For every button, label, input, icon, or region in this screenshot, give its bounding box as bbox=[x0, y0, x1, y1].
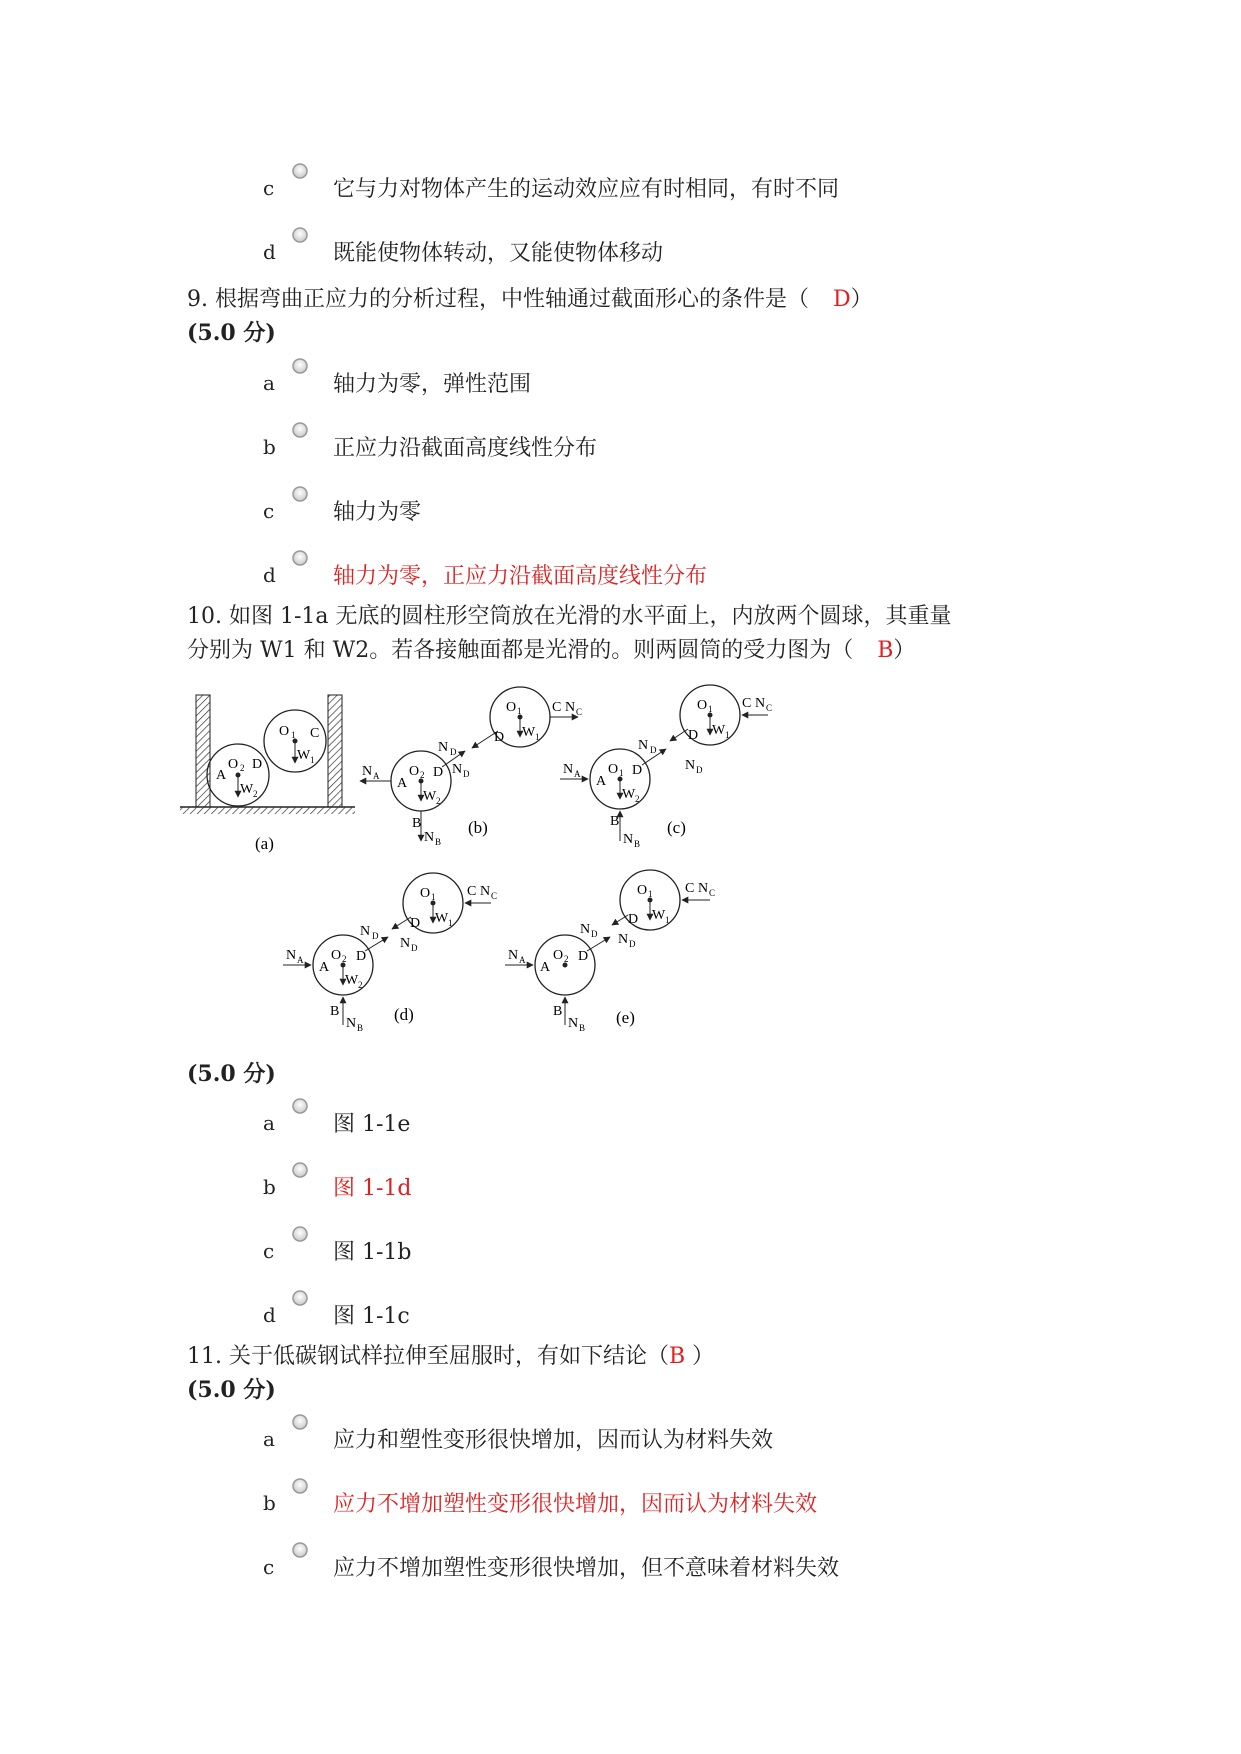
option-letter: d bbox=[263, 240, 276, 264]
label: O bbox=[637, 883, 648, 898]
figure-a bbox=[180, 695, 355, 853]
label: 2 bbox=[436, 796, 441, 806]
label: 1 bbox=[535, 732, 540, 742]
label: W bbox=[652, 908, 666, 923]
label: 2 bbox=[342, 954, 347, 964]
label: W bbox=[522, 725, 536, 740]
option-letter: b bbox=[263, 435, 276, 459]
label: B bbox=[579, 1023, 586, 1033]
q9-score: (5.0 分) bbox=[187, 320, 276, 346]
figure-caption-b: (b) bbox=[468, 818, 488, 837]
figure-d bbox=[283, 873, 497, 1033]
label: 2 bbox=[253, 789, 258, 799]
radio-icon[interactable] bbox=[291, 1097, 309, 1115]
q9-answer: D bbox=[833, 287, 851, 312]
label: O bbox=[420, 886, 431, 901]
label: N bbox=[452, 762, 463, 777]
label: 1 bbox=[708, 704, 713, 714]
label: W bbox=[423, 789, 437, 804]
label: D bbox=[591, 929, 598, 939]
figure-caption-e: (e) bbox=[616, 1008, 635, 1027]
label: O bbox=[608, 762, 619, 777]
q9-stem-text: 9. 根据弯曲正应力的分析过程，中性轴通过截面形心的条件是（ bbox=[187, 287, 809, 312]
label: 1 bbox=[648, 889, 653, 899]
label: D bbox=[688, 728, 699, 743]
option-text: 轴力为零，弹性范围 bbox=[333, 372, 532, 397]
label: C bbox=[709, 888, 716, 898]
label: N bbox=[755, 696, 766, 711]
figure-c bbox=[560, 685, 772, 849]
label: N bbox=[618, 932, 629, 947]
option-text: 图 1-1e bbox=[333, 1112, 411, 1137]
option-letter: d bbox=[263, 1303, 276, 1327]
label: D bbox=[411, 943, 418, 953]
option-text: 轴力为零 bbox=[333, 500, 422, 525]
radio-icon[interactable] bbox=[291, 485, 309, 503]
q9-stem bbox=[187, 282, 873, 313]
radio-icon[interactable] bbox=[291, 1541, 309, 1559]
q10-stem-end: ） bbox=[893, 638, 916, 663]
label: 1 bbox=[725, 730, 730, 740]
radio-icon[interactable] bbox=[291, 226, 309, 244]
radio-icon[interactable] bbox=[291, 421, 309, 439]
label: D bbox=[632, 763, 643, 778]
option-letter: a bbox=[263, 1111, 275, 1135]
label: C bbox=[310, 726, 320, 741]
label: W bbox=[240, 782, 254, 797]
figure-caption-c: (c) bbox=[667, 818, 686, 837]
radio-icon[interactable] bbox=[291, 1225, 309, 1243]
radio-icon[interactable] bbox=[291, 357, 309, 375]
label: B bbox=[553, 1004, 563, 1019]
option-letter: c bbox=[263, 1555, 275, 1579]
q10-answer: B bbox=[877, 638, 894, 663]
label: N bbox=[563, 762, 574, 777]
q11-stem bbox=[187, 1339, 714, 1370]
label: D bbox=[356, 949, 367, 964]
label: D bbox=[252, 757, 263, 772]
label: 1 bbox=[431, 892, 436, 902]
label: D bbox=[629, 939, 636, 949]
label: C bbox=[576, 707, 583, 717]
label: N bbox=[623, 832, 634, 847]
label: D bbox=[410, 916, 421, 931]
option-letter: b bbox=[263, 1175, 276, 1199]
radio-icon[interactable] bbox=[291, 162, 309, 180]
label: C bbox=[766, 703, 773, 713]
q10-stem-text: 分别为 W1 和 W2。若各接触面都是光滑的。则两圆筒的受力图为（ bbox=[187, 638, 854, 663]
force-diagram-figure bbox=[180, 675, 820, 1040]
radio-icon[interactable] bbox=[291, 1289, 309, 1307]
label: D bbox=[628, 912, 639, 927]
label: W bbox=[435, 911, 449, 926]
option-text: 既能使物体转动，又能使物体移动 bbox=[333, 241, 664, 266]
label: A bbox=[519, 955, 526, 965]
label: D bbox=[433, 765, 444, 780]
option-text: 图 1-1c bbox=[333, 1304, 410, 1329]
label: B bbox=[330, 1004, 340, 1019]
option-letter: c bbox=[263, 1239, 275, 1263]
label: A bbox=[216, 768, 227, 783]
label: D bbox=[463, 769, 470, 779]
figure-e bbox=[505, 870, 715, 1033]
label: B bbox=[412, 816, 422, 831]
label: 2 bbox=[420, 770, 425, 780]
label: 1 bbox=[665, 915, 670, 925]
option-letter: b bbox=[263, 1491, 276, 1515]
option-text-correct: 图 1-1d bbox=[333, 1176, 412, 1201]
label: N bbox=[480, 884, 491, 899]
label: N bbox=[698, 881, 709, 896]
label: D bbox=[372, 931, 379, 941]
q11-stem-text: 11. 关于低碳钢试样拉伸至屈服时，有如下结论（ bbox=[187, 1344, 669, 1369]
label: D bbox=[494, 730, 505, 745]
option-letter: d bbox=[263, 563, 276, 587]
label: 2 bbox=[240, 763, 245, 773]
label: O bbox=[553, 948, 564, 963]
label: W bbox=[622, 787, 636, 802]
label: O bbox=[228, 757, 239, 772]
label: 1 bbox=[619, 768, 624, 778]
label: N bbox=[685, 758, 696, 773]
label: 1 bbox=[310, 755, 315, 765]
radio-icon[interactable] bbox=[291, 1413, 309, 1431]
label: N bbox=[346, 1016, 357, 1031]
label: N bbox=[438, 740, 449, 755]
radio-icon[interactable] bbox=[291, 549, 309, 567]
option-text: 图 1-1b bbox=[333, 1240, 412, 1265]
label: 1 bbox=[517, 706, 522, 716]
radio-icon[interactable] bbox=[291, 1477, 309, 1495]
label: A bbox=[319, 960, 330, 975]
label: N bbox=[424, 830, 435, 845]
option-letter: c bbox=[263, 176, 275, 200]
q10-stem-line2 bbox=[187, 633, 915, 664]
label: O bbox=[279, 724, 290, 739]
q10-score: (5.0 分) bbox=[187, 1061, 276, 1087]
label: D bbox=[696, 765, 703, 775]
label: 1 bbox=[448, 918, 453, 928]
option-letter: a bbox=[263, 371, 275, 395]
label: C bbox=[552, 700, 562, 715]
option-text: 它与力对物体产生的运动效应应有时相同，有时不同 bbox=[333, 177, 840, 202]
label: D bbox=[450, 747, 457, 757]
label: B bbox=[634, 839, 641, 849]
label: O bbox=[697, 698, 708, 713]
label: W bbox=[297, 748, 311, 763]
radio-icon[interactable] bbox=[291, 1161, 309, 1179]
label: W bbox=[345, 973, 359, 988]
label: A bbox=[373, 771, 380, 781]
figure-b bbox=[360, 687, 582, 847]
label: A bbox=[297, 955, 304, 965]
label: C bbox=[685, 881, 695, 896]
label: D bbox=[578, 949, 589, 964]
label: A bbox=[540, 960, 551, 975]
label: N bbox=[286, 948, 297, 963]
label: N bbox=[568, 1016, 579, 1031]
label: O bbox=[409, 764, 420, 779]
option-text: 正应力沿截面高度线性分布 bbox=[333, 436, 598, 461]
label: C bbox=[491, 891, 498, 901]
label: N bbox=[565, 700, 576, 715]
label: N bbox=[362, 764, 373, 779]
option-text: 应力和塑性变形很快增加，因而认为材料失效 bbox=[333, 1428, 774, 1453]
option-text-correct: 轴力为零，正应力沿截面高度线性分布 bbox=[333, 564, 708, 589]
label: N bbox=[638, 738, 649, 753]
option-letter: a bbox=[263, 1427, 275, 1451]
q11-stem-end: ） bbox=[685, 1344, 715, 1369]
q11-answer: B bbox=[668, 1344, 686, 1369]
label: O bbox=[331, 948, 342, 963]
q10-stem-line1: 10. 如图 1-1a 无底的圆柱形空筒放在光滑的水平面上，内放两个圆球，其重量 bbox=[187, 604, 952, 629]
q11-score: (5.0 分) bbox=[187, 1377, 276, 1403]
q9-stem-end: ） bbox=[850, 287, 873, 312]
label: N bbox=[508, 948, 519, 963]
option-letter: c bbox=[263, 499, 275, 523]
label: C bbox=[467, 884, 477, 899]
option-text-correct: 应力不增加塑性变形很快增加，因而认为材料失效 bbox=[333, 1492, 818, 1517]
label: A bbox=[397, 776, 408, 791]
option-text: 应力不增加塑性变形很快增加，但不意味着材料失效 bbox=[333, 1556, 840, 1581]
figure-caption-a: (a) bbox=[255, 834, 274, 853]
label: B bbox=[435, 837, 442, 847]
label: 2 bbox=[564, 954, 569, 964]
label: B bbox=[357, 1023, 364, 1033]
label: N bbox=[360, 924, 371, 939]
label: 2 bbox=[358, 980, 363, 990]
label: N bbox=[400, 936, 411, 951]
label: 1 bbox=[291, 730, 296, 740]
label: O bbox=[506, 700, 517, 715]
label: 2 bbox=[635, 794, 640, 804]
label: D bbox=[650, 745, 657, 755]
label: C bbox=[742, 696, 752, 711]
label: A bbox=[596, 774, 607, 789]
label: W bbox=[712, 723, 726, 738]
label: N bbox=[580, 922, 591, 937]
label: A bbox=[574, 769, 581, 779]
figure-caption-d: (d) bbox=[394, 1005, 414, 1024]
label: B bbox=[610, 814, 620, 829]
